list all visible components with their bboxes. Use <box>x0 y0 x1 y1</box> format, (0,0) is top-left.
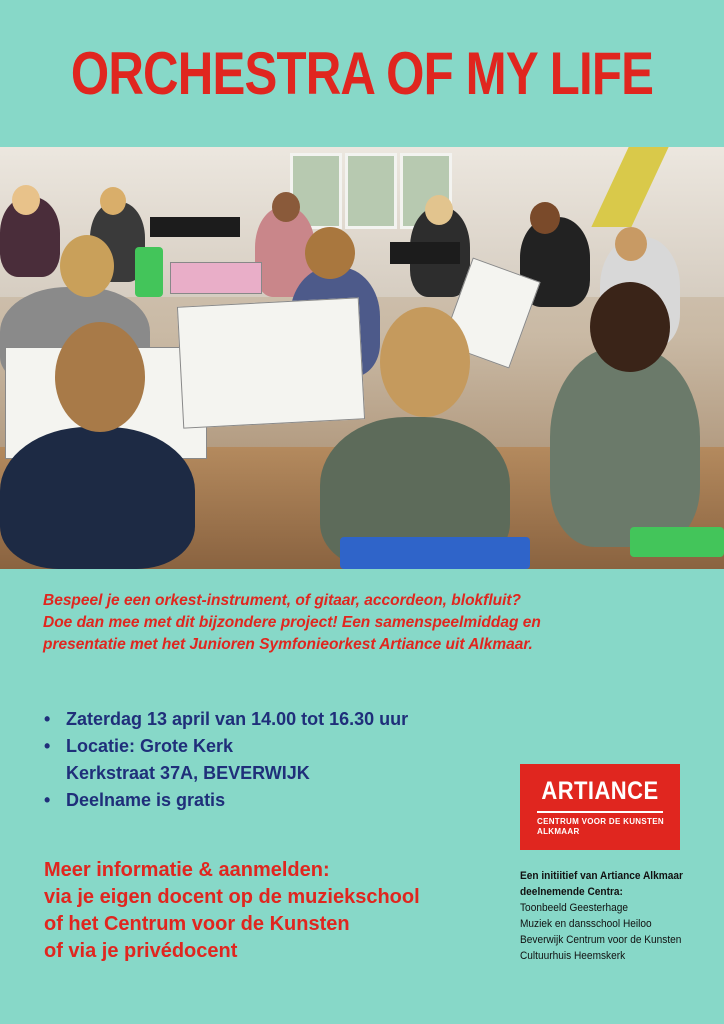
intro-line: presentatie met het Junioren Symfonieorkest Artiance uit Alkmaar. <box>43 636 533 653</box>
more-info-line: of via je privédocent <box>44 940 238 962</box>
partners-heading: Een initiitief van Artiance Alkmaar <box>520 870 683 882</box>
partner-item: Toonbeeld Geesterhage <box>520 902 629 914</box>
artiance-logo <box>520 764 680 850</box>
logo-rule <box>537 811 663 813</box>
partner-item: Muziek en dansschool Heiloo <box>520 918 652 930</box>
intro-line: Bespeel je een orkest-instrument, of gitaar, accordeon, blokfluit? <box>43 592 522 609</box>
event-details <box>44 706 484 814</box>
more-info <box>44 857 504 965</box>
logo-city: ALKMAAR <box>537 827 580 836</box>
intro-line: Doe dan mee met dit bijzondere project! Een samenspeelmiddag en <box>43 614 541 631</box>
logo-subtitle: CENTRUM VOOR DE KUNSTEN <box>537 817 664 826</box>
detail-date: • Zaterdag 13 april van 14.00 tot 16.30 uur <box>44 706 484 733</box>
detail-location: • Locatie: Grote Kerk <box>44 733 484 760</box>
more-info-line: Meer informatie & aanmelden: <box>44 859 330 881</box>
logo-name: ARTIANCE <box>541 777 659 805</box>
partners-subheading: deelnemende Centra: <box>520 886 623 898</box>
intro-text <box>43 590 683 656</box>
orchestra-photo <box>0 147 724 569</box>
more-info-line: of het Centrum voor de Kunsten <box>44 913 350 935</box>
partner-item: Beverwijk Centrum voor de Kunsten <box>520 934 682 946</box>
detail-admission: • Deelname is gratis <box>44 787 484 814</box>
partner-item: Cultuurhuis Heemskerk <box>520 950 626 962</box>
partners-block <box>520 868 695 964</box>
poster-title: ORCHESTRA OF MY LIFE <box>70 40 654 107</box>
more-info-line: via je eigen docent op de muziekschool <box>44 886 420 908</box>
detail-address: Kerkstraat 37A, BEVERWIJK <box>66 763 310 783</box>
